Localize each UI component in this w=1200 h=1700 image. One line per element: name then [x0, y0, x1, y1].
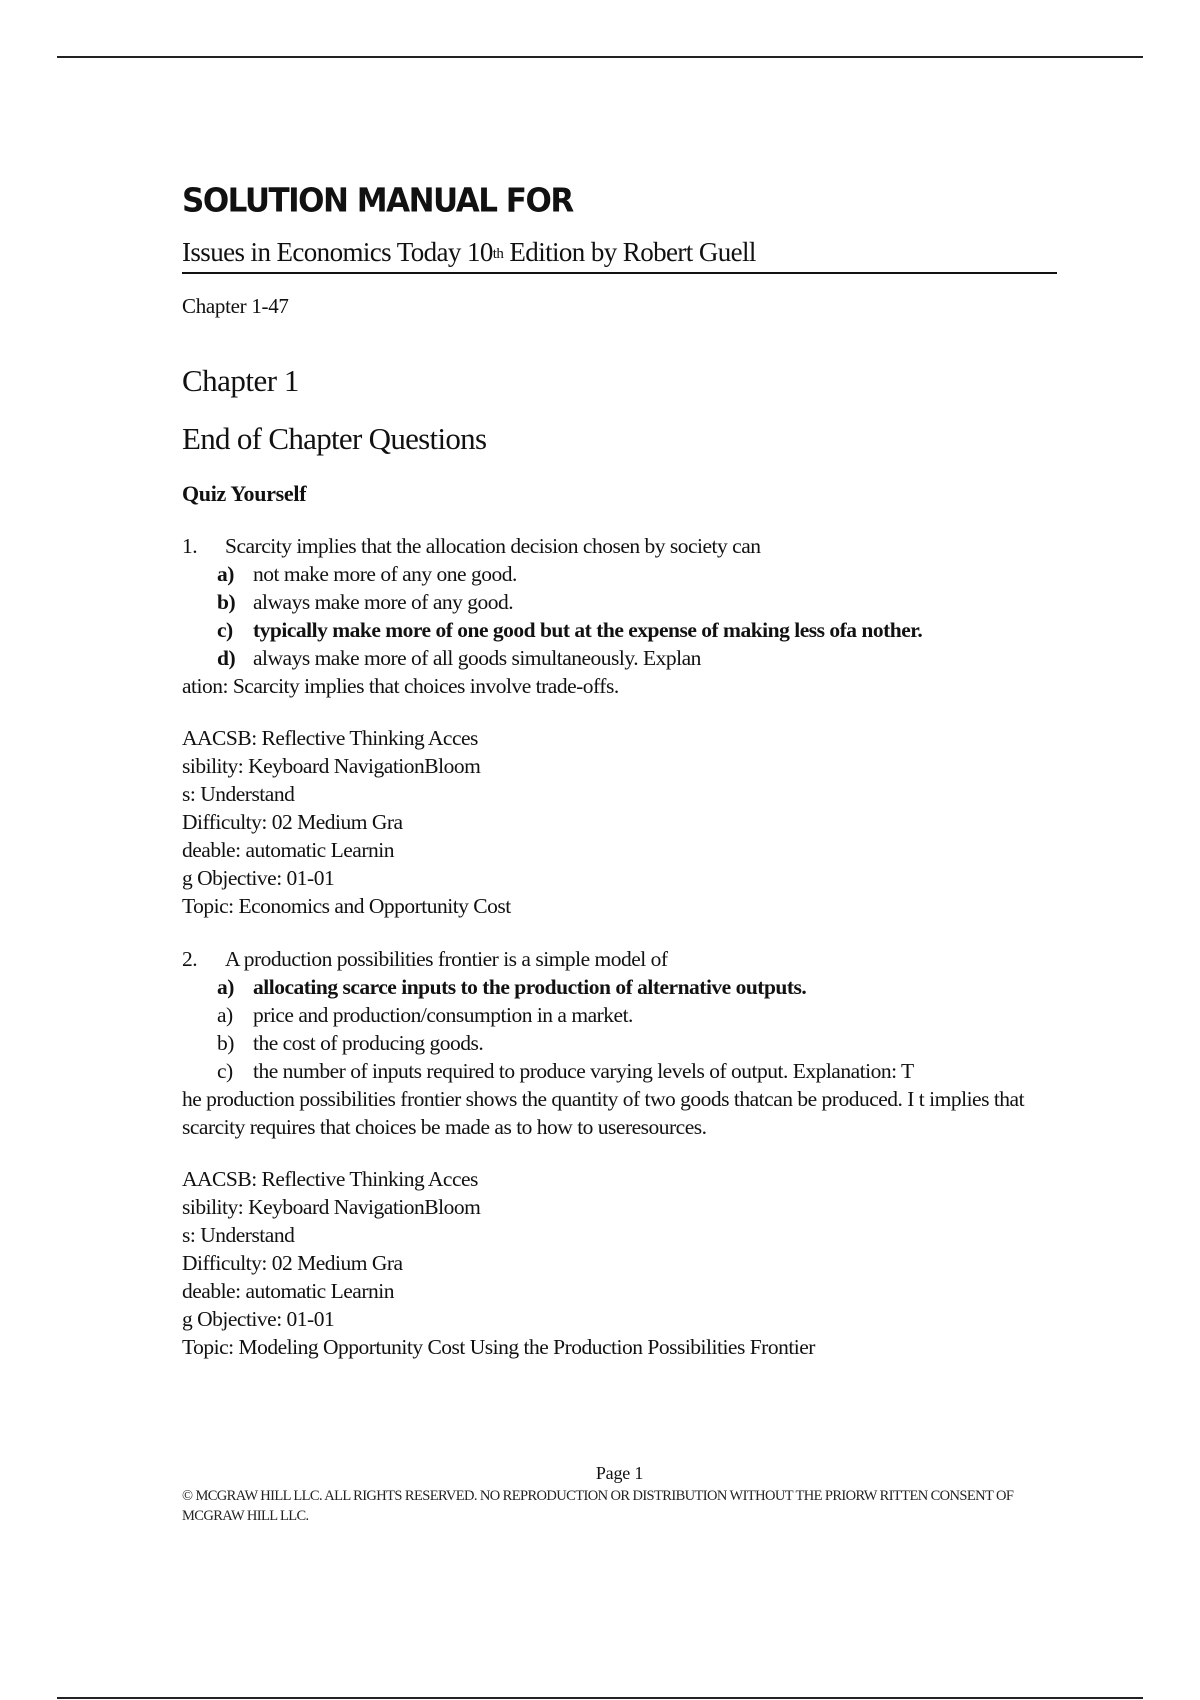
option-letter: a): [217, 1003, 233, 1027]
option-letter: c): [217, 618, 233, 642]
answer-option: [182, 588, 1057, 616]
question-text: A production possibilities frontier is a simple model of: [225, 947, 668, 971]
option-letter: b): [217, 1031, 234, 1055]
option-letter: b): [217, 590, 236, 614]
subtitle-superscript: th: [492, 246, 504, 262]
question-1: [182, 532, 1057, 920]
answer-option: [182, 560, 1057, 588]
option-text: always make more of any good.: [253, 590, 514, 614]
subsection-title: Quiz Yourself: [182, 481, 307, 506]
answer-option: [182, 644, 1057, 672]
question-2: [182, 945, 1057, 1361]
question-stem: [182, 532, 1057, 560]
option-letter: a): [217, 562, 234, 586]
section-title: End of Chapter Questions: [182, 421, 487, 456]
option-letter: c): [217, 1059, 233, 1083]
answer-option: [182, 1057, 1057, 1085]
page-content: [182, 175, 1057, 1361]
metadata-line: AACSB: Reflective Thinking Acces: [182, 726, 478, 750]
subtitle-text-end: Edition by Robert Guell: [503, 237, 756, 267]
metadata-line: sibility: Keyboard NavigationBloom: [182, 1195, 481, 1219]
metadata-line: deable: automatic Learnin: [182, 1279, 394, 1303]
option-letter: d): [217, 646, 236, 670]
metadata-line: Topic: Economics and Opportunity Cost: [182, 894, 511, 918]
question-metadata: [182, 1165, 1057, 1361]
option-text: price and production/consumption in a market.: [253, 1003, 633, 1027]
explanation-text: he production possibilities frontier shows the quantity of two goods thatcan be produced. I t implies that scarcity requires that choices be made as to how to useresources.: [182, 1087, 1025, 1139]
option-text: typically make more of one good but at the expense of making less ofa nother.: [253, 618, 923, 642]
question-text: Scarcity implies that the allocation decision chosen by society can: [225, 534, 761, 558]
metadata-line: s: Understand: [182, 782, 295, 806]
option-text: not make more of any one good.: [253, 562, 517, 586]
metadata-line: Topic: Modeling Opportunity Cost Using the Production Possibilities Frontier: [182, 1335, 815, 1359]
option-letter: a): [217, 975, 234, 999]
metadata-line: s: Understand: [182, 1223, 295, 1247]
metadata-line: g Objective: 01-01: [182, 1307, 335, 1331]
question-metadata: [182, 724, 1057, 920]
question-number: 1.: [182, 534, 198, 558]
metadata-line: Difficulty: 02 Medium Gra: [182, 810, 403, 834]
metadata-line: Difficulty: 02 Medium Gra: [182, 1251, 403, 1275]
answer-option: [182, 1001, 1057, 1029]
correct-answer-option: [182, 973, 1057, 1001]
bottom-rule: [57, 1697, 1143, 1699]
metadata-line: deable: automatic Learnin: [182, 838, 394, 862]
top-rule: [57, 56, 1143, 58]
page-footer: [182, 1463, 1057, 1526]
option-text: always make more of all goods simultaneously. Explan: [253, 646, 701, 670]
chapter-range: Chapter 1-47: [182, 294, 289, 318]
correct-answer-option: [182, 616, 1057, 644]
explanation-text: ation: Scarcity implies that choices involve trade-offs.: [182, 674, 619, 698]
metadata-line: sibility: Keyboard NavigationBloom: [182, 754, 481, 778]
copyright-notice: © MCGRAW HILL LLC. ALL RIGHTS RESERVED. NO REPRODUCTION OR DISTRIBUTION WITHOUT THE PRIORW RITTEN CONSENT OF MCGRAW HILL LLC.: [182, 1488, 1014, 1524]
option-text: the number of inputs required to produce varying levels of output. Explanation: T: [253, 1059, 914, 1083]
subtitle-text: Issues in Economics Today 10: [182, 237, 493, 267]
question-stem: [182, 945, 1057, 973]
question-number: 2.: [182, 947, 198, 971]
page-number: Page 1: [595, 1463, 644, 1483]
metadata-line: AACSB: Reflective Thinking Acces: [182, 1167, 478, 1191]
option-text: allocating scarce inputs to the production of alternative outputs.: [253, 975, 807, 999]
metadata-line: g Objective: 01-01: [182, 866, 335, 890]
option-text: the cost of producing goods.: [253, 1031, 484, 1055]
answer-option: [182, 1029, 1057, 1057]
document-title: SOLUTION MANUAL FOR: [182, 182, 573, 220]
chapter-title: Chapter 1: [182, 363, 299, 398]
book-subtitle: [182, 235, 1057, 274]
